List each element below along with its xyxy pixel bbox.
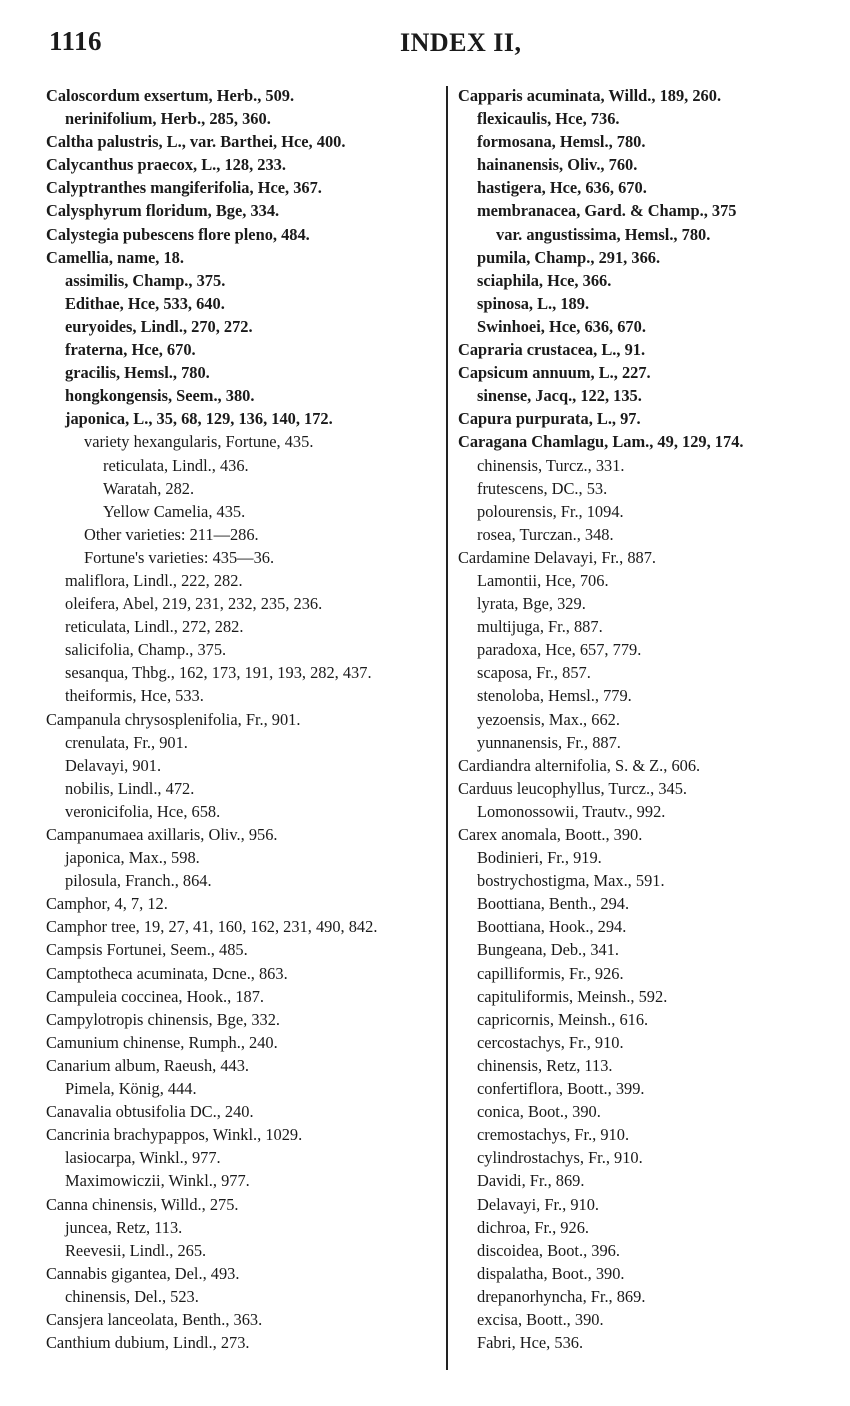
index-entry: membranacea, Gard. & Champ., 375 bbox=[477, 201, 737, 221]
index-entry: Other varieties: 211—286. bbox=[84, 524, 259, 544]
index-entry: Camunium chinense, Rumph., 240. bbox=[46, 1032, 278, 1052]
index-entry: Capsicum annuum, L., 227. bbox=[458, 363, 651, 383]
index-entry: paradoxa, Hce, 657, 779. bbox=[477, 640, 642, 660]
index-entry: Calyptranthes mangiferifolia, Hce, 367. bbox=[46, 178, 322, 198]
index-entry: crenulata, Fr., 901. bbox=[65, 732, 188, 752]
index-entry: hainanensis, Oliv., 760. bbox=[477, 155, 638, 175]
index-entry: nobilis, Lindl., 472. bbox=[65, 778, 195, 798]
index-entry: Cancrinia brachypappos, Winkl., 1029. bbox=[46, 1125, 303, 1145]
index-entry: Campanula chrysosplenifolia, Fr., 901. bbox=[46, 709, 301, 729]
index-entry: chinensis, Turcz., 331. bbox=[477, 455, 625, 475]
index-entry: Swinhoei, Hce, 636, 670. bbox=[477, 316, 646, 336]
index-entry: capricornis, Meinsh., 616. bbox=[477, 1009, 649, 1029]
index-entry: euryoides, Lindl., 270, 272. bbox=[65, 316, 253, 336]
index-entry: Calystegia pubescens flore pleno, 484. bbox=[46, 224, 310, 244]
index-entry: Capparis acuminata, Willd., 189, 260. bbox=[458, 86, 722, 105]
index-entry: scaposa, Fr., 857. bbox=[477, 663, 591, 683]
index-entry: Camphor, 4, 7, 12. bbox=[46, 894, 168, 914]
index-entry: nerinifolium, Herb., 285, 360. bbox=[65, 109, 271, 129]
index-entry: Fortune's varieties: 435—36. bbox=[84, 547, 275, 567]
index-entry: Pimela, König, 444. bbox=[65, 1079, 197, 1099]
index-entry: capilliformis, Fr., 926. bbox=[477, 963, 624, 983]
index-entry: Carex anomala, Boott., 390. bbox=[458, 825, 643, 844]
column-divider bbox=[446, 86, 448, 1370]
index-entry: Edithae, Hce, 533, 640. bbox=[65, 293, 225, 313]
index-entry: Camellia, name, 18. bbox=[46, 247, 184, 267]
index-entry: chinensis, Del., 523. bbox=[65, 1286, 199, 1306]
index-entry: japonica, Max., 598. bbox=[65, 848, 200, 868]
index-entry: lyrata, Bge, 329. bbox=[477, 594, 586, 614]
index-entry: formosana, Hemsl., 780. bbox=[477, 132, 646, 152]
index-entry: capituliformis, Meinsh., 592. bbox=[477, 986, 668, 1006]
index-entry: cremostachys, Fr., 910. bbox=[477, 1125, 630, 1145]
index-entry: Caragana Chamlagu, Lam., 49, 129, 174. bbox=[458, 432, 744, 452]
index-entry: Davidi, Fr., 869. bbox=[477, 1171, 585, 1191]
index-entry: Caloscordum exsertum, Herb., 509. bbox=[46, 86, 295, 105]
index-entry: sciaphila, Hce, 366. bbox=[477, 270, 612, 290]
index-entry: Lamontii, Hce, 706. bbox=[477, 570, 609, 590]
index-entry: Yellow Camelia, 435. bbox=[103, 501, 246, 521]
index-entry: Canavalia obtusifolia DC., 240. bbox=[46, 1102, 254, 1122]
index-entry: Canarium album, Raeush, 443. bbox=[46, 1055, 250, 1075]
index-entry: Cardiandra alternifolia, S. & Z., 606. bbox=[458, 755, 701, 775]
index-entry: Lomonossowii, Trautv., 992. bbox=[477, 801, 666, 821]
index-entry: hongkongensis, Seem., 380. bbox=[65, 386, 255, 406]
index-entry: excisa, Boott., 390. bbox=[477, 1309, 604, 1329]
index-entry: japonica, L., 35, 68, 129, 136, 140, 172. bbox=[65, 409, 333, 429]
index-entry: flexicaulis, Hce, 736. bbox=[477, 109, 620, 129]
index-entry: sesanqua, Thbg., 162, 173, 191, 193, 282, 437. bbox=[65, 663, 372, 683]
index-entry: var. angustissima, Hemsl., 780. bbox=[496, 224, 711, 244]
index-entry: confertiflora, Boott., 399. bbox=[477, 1079, 645, 1099]
index-entry: Campanumaea axillaris, Oliv., 956. bbox=[46, 825, 278, 844]
index-entry: cercostachys, Fr., 910. bbox=[477, 1032, 624, 1052]
index-entry: dispalatha, Boot., 390. bbox=[477, 1263, 625, 1283]
index-entry: salicifolia, Champ., 375. bbox=[65, 640, 227, 660]
index-entry: frutescens, DC., 53. bbox=[477, 478, 608, 498]
index-entry: gracilis, Hemsl., 780. bbox=[65, 363, 210, 383]
index-entry: dichroa, Fr., 926. bbox=[477, 1217, 589, 1237]
index-entry: Caltha palustris, L., var. Barthei, Hce, 400. bbox=[46, 132, 346, 152]
index-entry: Boottiana, Hook., 294. bbox=[477, 917, 627, 937]
running-head: INDEX II, bbox=[400, 28, 522, 57]
index-entry: stenoloba, Hemsl., 779. bbox=[477, 686, 632, 706]
index-entry: Campuleia coccinea, Hook., 187. bbox=[46, 986, 265, 1006]
index-entry: multijuga, Fr., 887. bbox=[477, 617, 603, 637]
index-entry: Boottiana, Benth., 294. bbox=[477, 894, 630, 914]
index-entry: chinensis, Retz, 113. bbox=[477, 1055, 613, 1075]
index-entry: bostrychostigma, Max., 591. bbox=[477, 871, 665, 891]
index-entry: Camphor tree, 19, 27, 41, 160, 162, 231, 490, 842. bbox=[46, 917, 378, 937]
index-entry: Delavayi, 901. bbox=[65, 755, 162, 775]
index-entry: Maximowiczii, Winkl., 977. bbox=[65, 1171, 250, 1191]
index-entry: fraterna, Hce, 670. bbox=[65, 340, 196, 360]
index-entry: Campsis Fortunei, Seem., 485. bbox=[46, 940, 248, 960]
index-entry: pumila, Champ., 291, 366. bbox=[477, 247, 661, 267]
index-column-right bbox=[458, 84, 843, 1354]
index-entry: Cardamine Delavayi, Fr., 887. bbox=[458, 547, 657, 567]
index-entry: Camptotheca acuminata, Dcne., 863. bbox=[46, 963, 288, 983]
index-entry: reticulata, Lindl., 272, 282. bbox=[65, 617, 244, 637]
index-entry: sinense, Jacq., 122, 135. bbox=[477, 386, 642, 406]
index-entry: Capura purpurata, L., 97. bbox=[458, 409, 641, 429]
index-entry: lasiocarpa, Winkl., 977. bbox=[65, 1148, 221, 1168]
index-entry: pilosula, Franch., 864. bbox=[65, 871, 212, 891]
index-column-left bbox=[46, 84, 441, 1354]
index-entry: assimilis, Champ., 375. bbox=[65, 270, 226, 290]
index-entry: drepanorhyncha, Fr., 869. bbox=[477, 1286, 646, 1306]
index-entry: Fabri, Hce, 536. bbox=[477, 1333, 584, 1353]
index-entry: Cansjera lanceolata, Benth., 363. bbox=[46, 1309, 263, 1329]
index-entry: Reevesii, Lindl., 265. bbox=[65, 1240, 207, 1260]
index-entry: spinosa, L., 189. bbox=[477, 293, 590, 313]
index-entry: Capraria crustacea, L., 91. bbox=[458, 340, 646, 360]
page-number: 1116 bbox=[49, 26, 103, 56]
index-entry: Delavayi, Fr., 910. bbox=[477, 1194, 600, 1214]
index-entry: conica, Boot., 390. bbox=[477, 1102, 601, 1122]
index-entry: cylindrostachys, Fr., 910. bbox=[477, 1148, 643, 1168]
index-entry: Canna chinensis, Willd., 275. bbox=[46, 1194, 239, 1214]
index-entry: oleifera, Abel, 219, 231, 232, 235, 236. bbox=[65, 594, 323, 614]
index-entry: Calysphyrum floridum, Bge, 334. bbox=[46, 201, 280, 221]
index-entry: maliflora, Lindl., 222, 282. bbox=[65, 570, 243, 590]
index-entry: Calycanthus praecox, L., 128, 233. bbox=[46, 155, 286, 175]
index-entry: veronicifolia, Hce, 658. bbox=[65, 801, 221, 821]
index-entry: yunnanensis, Fr., 887. bbox=[477, 732, 621, 752]
index-entry: Bungeana, Deb., 341. bbox=[477, 940, 620, 960]
index-entry: Waratah, 282. bbox=[103, 478, 195, 498]
index-entry: hastigera, Hce, 636, 670. bbox=[477, 178, 647, 198]
index-entry: rosea, Turczan., 348. bbox=[477, 524, 614, 544]
index-entry: Canthium dubium, Lindl., 273. bbox=[46, 1333, 250, 1353]
index-entry: variety hexangularis, Fortune, 435. bbox=[84, 432, 314, 452]
index-entry: yezoensis, Max., 662. bbox=[477, 709, 620, 729]
index-entry: theiformis, Hce, 533. bbox=[65, 686, 204, 706]
index-entry: reticulata, Lindl., 436. bbox=[103, 455, 249, 475]
index-entry: juncea, Retz, 113. bbox=[65, 1217, 183, 1237]
index-entry: polourensis, Fr., 1094. bbox=[477, 501, 624, 521]
index-entry: Campylotropis chinensis, Bge, 332. bbox=[46, 1009, 281, 1029]
index-entry: discoidea, Boot., 396. bbox=[477, 1240, 620, 1260]
index-entry: Bodinieri, Fr., 919. bbox=[477, 848, 602, 868]
index-entry: Carduus leucophyllus, Turcz., 345. bbox=[458, 778, 688, 798]
index-entry: Cannabis gigantea, Del., 493. bbox=[46, 1263, 240, 1283]
